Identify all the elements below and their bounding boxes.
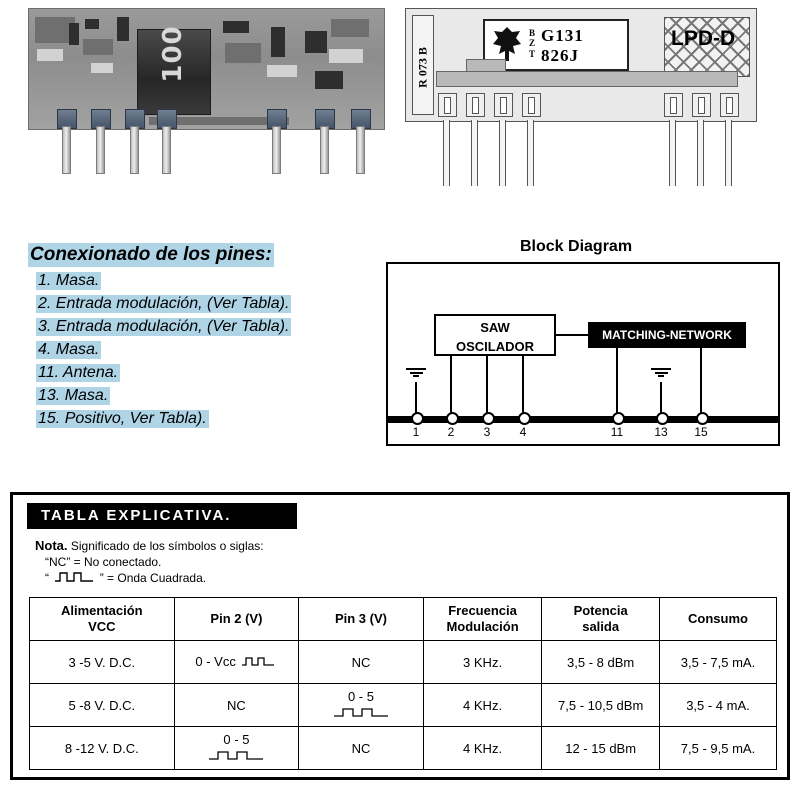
bd-pin-number: 2	[447, 425, 455, 439]
marking-prefix-t: T	[529, 49, 536, 59]
ground-symbol-icon	[406, 368, 426, 379]
square-wave-icon	[241, 655, 275, 670]
square-wave-icon	[54, 571, 94, 587]
saw-oscillator-block	[434, 314, 556, 356]
pcb-photograph	[28, 8, 385, 130]
cell-power: 12 - 15 dBm	[542, 727, 660, 770]
cell-vcc: 3 -5 V. D.C.	[30, 641, 175, 684]
cell-pin3: NC	[299, 641, 424, 684]
ground-symbol-icon	[651, 368, 671, 379]
column-header-pin2: Pin 2 (V)	[174, 598, 299, 641]
cell-vcc: 5 -8 V. D.C.	[30, 684, 175, 727]
block-diagram-title: Block Diagram	[520, 238, 633, 255]
cell-power: 7,5 - 10,5 dBm	[542, 684, 660, 727]
pin-list-item: 4. Masa.	[38, 341, 100, 358]
table-note	[35, 538, 264, 587]
square-wave-icon	[333, 706, 389, 721]
pin-list-title: Conexionado de los pines:	[30, 244, 272, 265]
column-header-vcc: Alimentación VCC	[30, 598, 175, 641]
component-images-row	[0, 0, 800, 205]
matching-network-block: MATCHING-NETWORK	[588, 322, 746, 348]
specification-table	[29, 597, 777, 770]
table-row	[30, 684, 777, 727]
pin-list-item: 2. Entrada modulación, (Ver Tabla).	[38, 295, 290, 312]
column-header-frequency: Frecuencia Modulación	[423, 598, 542, 641]
bd-pin-number: 11	[610, 425, 624, 439]
bd-pin-number: 1	[412, 425, 420, 439]
cell-consumption: 7,5 - 9,5 mA.	[659, 727, 776, 770]
pin-list-item: 13. Masa.	[38, 387, 109, 404]
bd-pin-number: 15	[694, 425, 708, 439]
note-label: Nota.	[35, 538, 68, 553]
pin-list-item: 3. Entrada modulación, (Ver Tabla).	[38, 318, 290, 335]
cell-vcc: 8 -12 V. D.C.	[30, 727, 175, 770]
column-header-consumption: Consumo	[659, 598, 776, 641]
block-diagram	[386, 262, 780, 446]
table-row	[30, 727, 777, 770]
package-shield-band	[436, 71, 738, 87]
saw-oscillator-line2: OSCILADOR	[456, 339, 534, 354]
package-type-label: LPD-D	[671, 27, 736, 50]
column-header-pin3: Pin 3 (V)	[299, 598, 424, 641]
marking-code-line1: G131	[541, 26, 584, 45]
column-header-power: Potencia salida	[542, 598, 660, 641]
cell-pin3: NC	[299, 727, 424, 770]
table-header-row	[30, 598, 777, 641]
pin-list-item: 1. Masa.	[38, 272, 100, 289]
package-outline-drawing	[405, 8, 775, 198]
package-side-label-text: R 073 B	[415, 47, 430, 88]
saw-oscillator-line1: SAW	[480, 320, 510, 335]
table-row	[30, 641, 777, 684]
note-line-wave-pre: “	[45, 571, 49, 585]
cell-frequency: 3 KHz.	[423, 641, 542, 684]
bd-pin-number: 4	[519, 425, 527, 439]
note-text: Significado de los símbolos o siglas:	[70, 539, 264, 553]
pin-list-item: 11. Antena.	[38, 364, 119, 381]
bd-pin-number: 3	[483, 425, 491, 439]
note-line-wave-post: ” = Onda Cuadrada.	[99, 571, 207, 585]
square-wave-icon	[208, 749, 264, 764]
cell-consumption: 3,5 - 7,5 mA.	[659, 641, 776, 684]
specification-table-section	[10, 492, 790, 780]
marking-prefix-z: Z	[529, 38, 536, 48]
pin-connection-list	[28, 243, 358, 428]
package-side-label	[412, 15, 434, 115]
cell-power: 3,5 - 8 dBm	[542, 641, 660, 684]
cell-frequency: 4 KHz.	[423, 727, 542, 770]
table-section-header: TABLA EXPLICATIVA.	[27, 503, 297, 529]
cell-pin3: 0 - 5	[299, 684, 424, 727]
bd-pin-number: 13	[654, 425, 668, 439]
note-line-nc: “NC” = No conectado.	[45, 555, 162, 569]
marking-prefix-b: B	[529, 28, 536, 38]
marking-code-line2: 826J	[541, 46, 579, 65]
pin-list-item: 15. Positivo, Ver Tabla).	[38, 410, 207, 427]
cell-frequency: 4 KHz.	[423, 684, 542, 727]
cell-consumption: 3,5 - 4 mA.	[659, 684, 776, 727]
can-label: 100	[158, 25, 188, 83]
cell-pin2: 0 - Vcc	[174, 641, 299, 684]
cell-pin2: NC	[174, 684, 299, 727]
cell-pin2: 0 - 5	[174, 727, 299, 770]
